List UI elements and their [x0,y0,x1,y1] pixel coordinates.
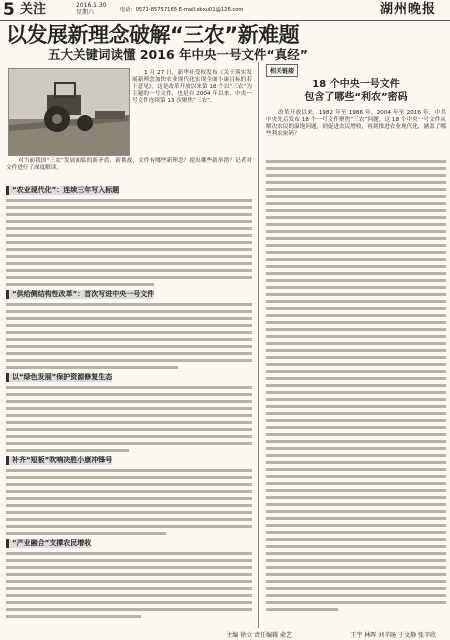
masthead-logo: 湖州晚报 [379,2,436,17]
sidebar-label: 相关链接 [266,64,298,77]
article-body-block [6,386,252,456]
sidebar-body-block [266,160,446,615]
article-body-block [6,303,252,373]
article-body-block [6,199,252,290]
lead-paragraph: 1 月 27 日，新华社受权发布《关于落实发展新理念加快农业现代化实现全面小康目标的若干意见》。这是改革开放以来第 18 个以“三农”为主题的一号文件，也是自 2004 年以来，中央一号文件连续第 13 次聚焦“三农”。 [132,70,252,104]
date-text: 2016.1.30 [76,2,107,9]
contact-info: 电话：0571-85757165 E-mail:sbxu01@126.com [120,7,244,13]
editor-credit: 主编 徐立 责任编辑 俞艺 [226,632,292,639]
weekday-text: 星期六 [76,9,95,16]
page-date [76,2,107,16]
section-heading: 以“绿色发展”保护资源修复生态 [6,373,112,382]
lead-paragraph-2: 对当前我国“三农”发展面临的新矛盾、新挑战，文件有哪些新理念？提出哪些新举措？记者对文件进行了深度解读。 [6,158,252,171]
section-heading: 补齐“短板”吹响决胜小康冲锋号 [6,456,112,465]
article-body-block [6,469,252,539]
subheadline: 五大关键词读懂 2016 年中央一号文件“真经” [48,47,308,62]
section-name: 关注 [20,2,47,17]
sidebar-title-text: 18 个中央一号文件 包含了哪些“利农”密码 [304,79,408,103]
article-body-block [6,552,252,622]
byline: 王宇 林晖 刘羊旸 于文静 张辛欣 [350,632,436,639]
page-number: 5 [3,0,15,20]
column-divider [258,62,259,628]
page-header [0,0,450,21]
section-heading: “产业融合”支撑农民增收 [6,539,91,548]
tractor-photo [8,68,130,156]
sidebar-title [266,78,446,104]
sidebar-intro: 改革开放以来，1982 年至 1986 年、2004 年至 2016 年，中共中央先后发布 18 个一号文件聚焦“三农”问题。这 18 个中央一号文件从解决农民的温饱问题，到促进农民增收，再到推进农业现代化，涵盖了哪些利农密码？ [266,110,446,137]
headline: 以发展新理念破解“三农”新难题 [6,23,300,47]
section-heading: “农业现代化”：连续三年写入标题 [6,186,119,195]
section-heading: “供给侧结构性改革”：首次写进中央一号文件 [6,290,154,299]
